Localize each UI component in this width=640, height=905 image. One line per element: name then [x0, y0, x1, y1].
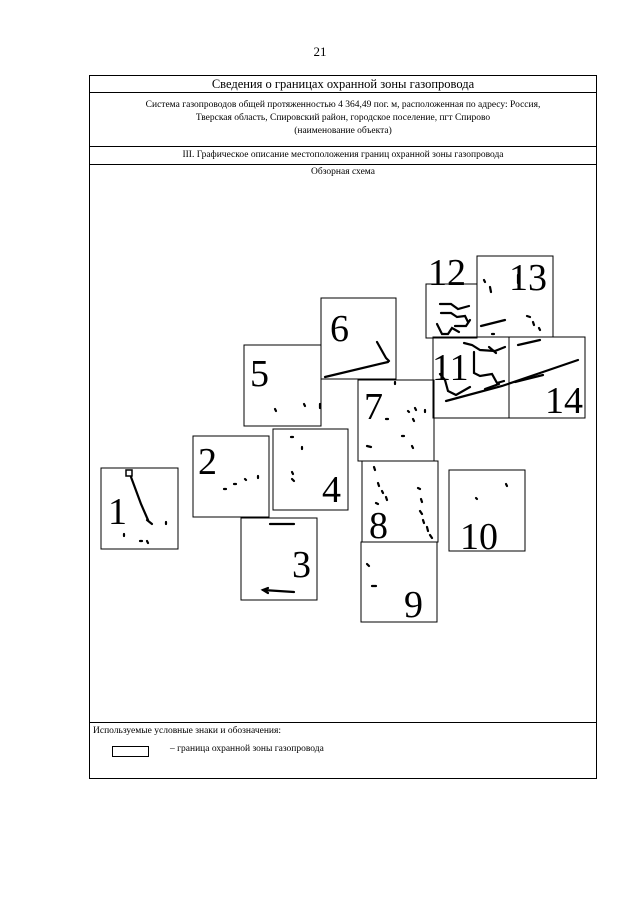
sheet-number-14: 14	[545, 380, 583, 422]
document-title: Сведения о границах охранной зоны газопровода	[90, 76, 596, 93]
pipeline-segments	[124, 275, 578, 593]
sheet-number-3: 3	[292, 544, 311, 586]
description-line-1: Система газопроводов общей протяженностью 4 364,49 пог. м, расположенная по адресу: Россия,	[145, 100, 541, 110]
section-title: III. Графическое описание местоположения границ охранной зоны газопровода	[90, 147, 596, 165]
sheet-number-8: 8	[369, 505, 388, 547]
legend-boundary-text: – граница охранной зоны газопровода	[170, 744, 324, 754]
sheet-number-5: 5	[250, 353, 269, 395]
sheet-number-10: 10	[460, 516, 498, 558]
description-line-3: (наименование объекта)	[294, 126, 392, 136]
scheme-title: Обзорная схема	[311, 167, 375, 177]
sheet-9-frame	[361, 542, 437, 622]
page-number: 21	[313, 44, 327, 59]
legend-title: Используемые условные знаки и обозначения:	[93, 726, 282, 736]
sheet-number-6: 6	[330, 308, 349, 350]
sheet-number-4: 4	[322, 469, 341, 511]
sheet-number-2: 2	[198, 441, 217, 483]
description-line-2: Тверская область, Спировский район, городское поселение, пгт Спирово	[195, 113, 491, 123]
sheet-number-12: 12	[428, 252, 466, 294]
sheet-number-11: 11	[432, 347, 469, 389]
sheet-numbers	[108, 252, 583, 626]
sheet-number-1: 1	[108, 491, 127, 533]
sheet-number-7: 7	[364, 386, 383, 428]
sheet-number-9: 9	[404, 584, 423, 626]
sheet-number-13: 13	[509, 257, 547, 299]
